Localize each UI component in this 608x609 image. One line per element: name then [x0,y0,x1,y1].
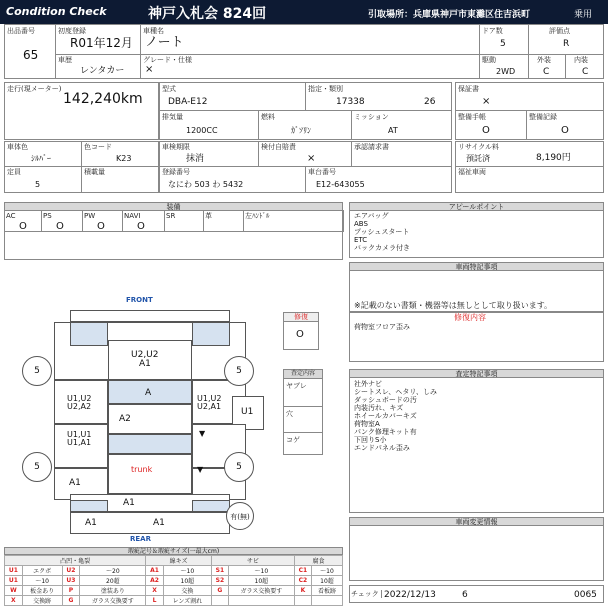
left-front-damage: U1,U2 [67,394,92,403]
check-box [349,585,604,603]
chassis-value: E12-643055 [316,180,365,189]
right-front-damage-2: U2,A1 [197,402,222,411]
tire-front-right: 5 [224,356,254,386]
spare-tire-mark: 有(無) [226,502,254,530]
inspector-note: ダッシュボードの汚 [354,396,417,404]
right-side-damage: U1 [241,407,254,417]
equipment-value: O [97,221,105,232]
inspector-note: 荷物室A [354,420,380,428]
roof-damage: A [145,388,152,398]
load-box [81,166,159,193]
tire-rear-right: 5 [224,452,254,482]
recycle-status: 預託済 [466,154,490,163]
mission-label: ミッション [354,113,389,121]
inspector-note: 下回りS小 [354,436,387,444]
pickup-location: 引取場所：兵庫県神戸市東灘区住吉浜町 [368,10,531,20]
drive-value: 2WD [496,67,516,76]
recycle-box [455,141,604,167]
load-label: 積載量 [84,168,105,176]
maintenance-record-label: 整備記録 [529,113,557,121]
grade-spec-label: グレード・仕様 [143,56,192,64]
first-reg-label: 初度登録 [58,27,86,35]
front-bumper [70,310,230,322]
repair-content-box [349,312,604,362]
recycle-amount: 8,190円 [536,153,571,163]
displacement-box [159,110,259,140]
right-rear-mark: ▼ [199,429,206,438]
maintenance-record-box [526,110,604,140]
displacement-value: 1200CC [186,126,218,135]
model-box [159,82,306,111]
grade-label: 評価点 [549,27,570,35]
special-notes-title: 車両特記事項 [349,262,604,271]
trunk-panel [108,454,192,494]
rear-label: REAR [130,535,151,543]
car-name-value: ノート [145,35,184,50]
hood-panel [108,340,192,380]
equipment-header: 左ﾊﾝﾄﾞﾙ [245,212,270,220]
inspection-free-label: 検付自賠責 [261,143,296,151]
lot-box [4,24,56,79]
legend-title: 瑕疵記号＆瑕疵サイズ(一最大cm) [4,547,343,555]
front-label: FRONT [126,296,153,304]
inspection-free-value: × [307,153,316,164]
first-reg-value: R01年12月 [70,36,133,50]
reg-number-value: なにわ 503 わ 5432 [168,180,244,189]
exterior-value: C [543,67,550,77]
rear-bumper [70,512,230,534]
equipment-value: O [137,221,145,232]
designation-label: 指定・類別 [308,85,343,93]
equipment-value: O [19,221,27,232]
inspector-note: ホイールカバーキズ [354,412,417,420]
chassis-box [305,166,452,193]
check-label: チェック [351,590,382,598]
inspector-notes-box [349,369,604,513]
tire-front-left: 5 [22,356,52,386]
warranty-label: 保証書 [458,85,479,93]
header-bar [0,0,608,24]
fuel-box [258,110,352,140]
equipment-header: SR [166,212,176,220]
capacity-box [4,166,82,193]
recycle-label: リサイクル料 [458,143,500,151]
body-color-box [4,141,82,167]
right-headlight [192,322,230,346]
designation-box [305,82,452,111]
grade-box [528,24,604,55]
equipment-header: NAVI [124,212,141,220]
roof-damage-2: A2 [119,414,131,424]
mileage-label: 走行(現メーター) [7,85,62,93]
maintenance-book-value: O [482,125,490,136]
appeal-item: プッシュスタート [354,228,410,236]
left-rear-damage-2: U1,A1 [67,438,92,447]
hood-damage-2: A1 [139,359,151,369]
maintenance-book-label: 整備手帳 [458,113,486,121]
welfare-label: 福祉車両 [458,168,486,176]
approval-box [351,141,452,167]
equipment-cell-4 [164,210,204,232]
inspector-content-box [283,369,323,455]
model-value: DBA-E12 [168,97,208,107]
color-code-label: 色コード [84,143,112,151]
maintenance-book-box [455,110,527,140]
exterior-box [528,54,566,79]
car-name-label: 車種名 [143,27,164,35]
equipment-cell-1 [41,210,83,232]
capacity-label: 定員 [7,168,21,176]
repair-content-title: 修復内容 [454,313,486,322]
first-reg-box [55,24,141,55]
color-code-value: K23 [116,154,132,163]
mileage-box [4,82,159,140]
inspector-note: シートスレ、ヘタリ、しみ [354,388,438,396]
car-history-box [55,54,141,79]
lot-label: 出品番号 [7,27,35,35]
special-notes-box [349,262,604,312]
equipment-header: 革 [205,212,212,220]
car-name-box [140,24,480,55]
maintenance-record-value: O [561,125,569,136]
drive-label: 駆動 [482,56,496,64]
equipment-cell-3 [122,210,165,232]
change-info-title: 車両変更情報 [349,517,604,526]
approval-label: 承認請求書 [354,143,389,151]
equipment-title: 装備 [4,202,343,211]
equipment-cell-5 [203,210,244,232]
reg-number-box [159,166,306,193]
car-history-value: レンタカー [80,66,125,76]
left-rear-damage: U1,U1 [67,430,92,439]
rear-bumper-damage-right: A1 [153,518,165,528]
inspector-note: パンク修理キット有 [354,428,417,436]
body-color-label: 車体色 [7,143,28,151]
inspection-box [159,141,259,167]
check-code: 0065 [574,590,597,600]
appeal-item: ABS [354,220,368,228]
mission-value: AT [388,126,398,135]
equipment-header: PS [43,212,52,220]
equipment-value: O [56,221,64,232]
rear-window [108,434,192,454]
left-front-damage-2: U2,A2 [67,402,92,411]
exterior-label: 外装 [537,56,551,64]
color-code-box [81,141,159,167]
appeal-item: エアバッグ [354,212,389,220]
equipment-header: PW [84,212,96,220]
displacement-label: 排気量 [162,113,183,121]
drive-box [479,54,529,79]
repair-box [283,312,319,350]
car-history-label: 車歴 [58,56,72,64]
inspector-notes-title: 査定特記事項 [349,369,604,378]
appeal-title: アピールポイント [349,202,604,211]
left-front-door [54,380,108,424]
special-note-text: ※記載のない書類・機器等は無しとして取り扱います。 [354,301,553,310]
appeal-item: バックカメラ付き [354,244,410,252]
mission-box [351,110,452,140]
inspector-note: 社外ナビ [354,380,382,388]
tire-rear-left: 5 [22,452,52,482]
inspector-note: 内装汚れ、キズ [354,404,404,412]
fuel-value: ｶﾞｿﾘﾝ [291,126,311,135]
grade-spec-value: × [145,64,154,75]
body-color-value: ｼﾙﾊﾞｰ [31,154,51,163]
model-label: 型式 [162,85,176,93]
warranty-box [455,82,604,111]
doors-label: ドア数 [482,27,503,35]
designation-value: 17338 [336,97,365,107]
equipment-cell-6 [243,210,344,232]
rear-panel-damage: A1 [123,498,135,508]
rear-bumper-damage-left: A1 [85,518,97,528]
grade-spec-box [140,54,480,79]
interior-value: C [582,67,589,77]
hood-damage: U2,U2 [131,350,159,360]
inspection-value: 抹消 [186,154,205,164]
designation-value-2: 26 [424,97,436,107]
repair-content-text: 荷物室フロア歪み [354,323,410,331]
hole-label: 穴 [286,410,293,418]
check-number: 6 [462,590,468,600]
tear-label: ヤブレ [286,382,307,390]
repair-mark: O [296,329,304,340]
welfare-box [455,166,604,193]
inspection-free-box [258,141,352,167]
capacity-value: 5 [35,180,41,189]
repair-label: 修復 [283,312,319,322]
burn-label: コゲ [286,436,300,444]
right-front-damage: U1,U2 [197,394,222,403]
grade-value: R [563,39,570,49]
right-rear-quarter-mark: ▼ [197,465,204,474]
appeal-item: ETC [354,236,368,244]
trunk-label: trunk [131,465,153,474]
interior-label: 内装 [574,56,588,64]
fuel-label: 燃料 [261,113,275,121]
interior-box [565,54,604,79]
inspector-content-title: 査定内容 [283,369,323,379]
left-rear-quarter-damage: A1 [69,478,81,488]
reg-number-label: 登録番号 [162,168,190,176]
left-rear-door [54,424,108,468]
vehicle-category: 乗用 [574,10,593,20]
doors-box [479,24,529,55]
lot-number: 65 [23,48,39,62]
inspection-label: 車検期限 [162,143,190,151]
change-info-box [349,517,604,581]
auction-title: 神戸入札会 824回 [148,6,267,22]
right-taillight [192,500,230,512]
roof-panel [108,388,192,434]
mileage-value: 142,240km [63,91,143,107]
warranty-value: × [482,96,491,107]
left-headlight [70,322,108,346]
equipment-header: AC [6,212,16,220]
chassis-label: 車台番号 [308,168,336,176]
appeal-box [349,202,604,258]
left-taillight [70,500,108,512]
inspector-note: エンドパネル歪み [354,444,410,452]
doors-value: 5 [500,39,506,49]
equipment-cell-0 [4,210,42,232]
legend-table: 凸凹・亀裂 線キズ サビ 腐食 U1 エクボ U2 ～20 A1 ～10 S1 ～10 C1 ～10 U1 ～10 U3 20超 A2 10超 S2 10超 C2 10超 W 板金あり P 塗装あり X 交換 G ガラス交換要す K 看板跡 X 交換跡 G ガラス交換要す L レンズ割れ [4,555,343,606]
check-date: 2022/12/13 [384,590,436,600]
equipment-cell-2 [82,210,123,232]
brand-title: Condition Check [6,5,107,18]
